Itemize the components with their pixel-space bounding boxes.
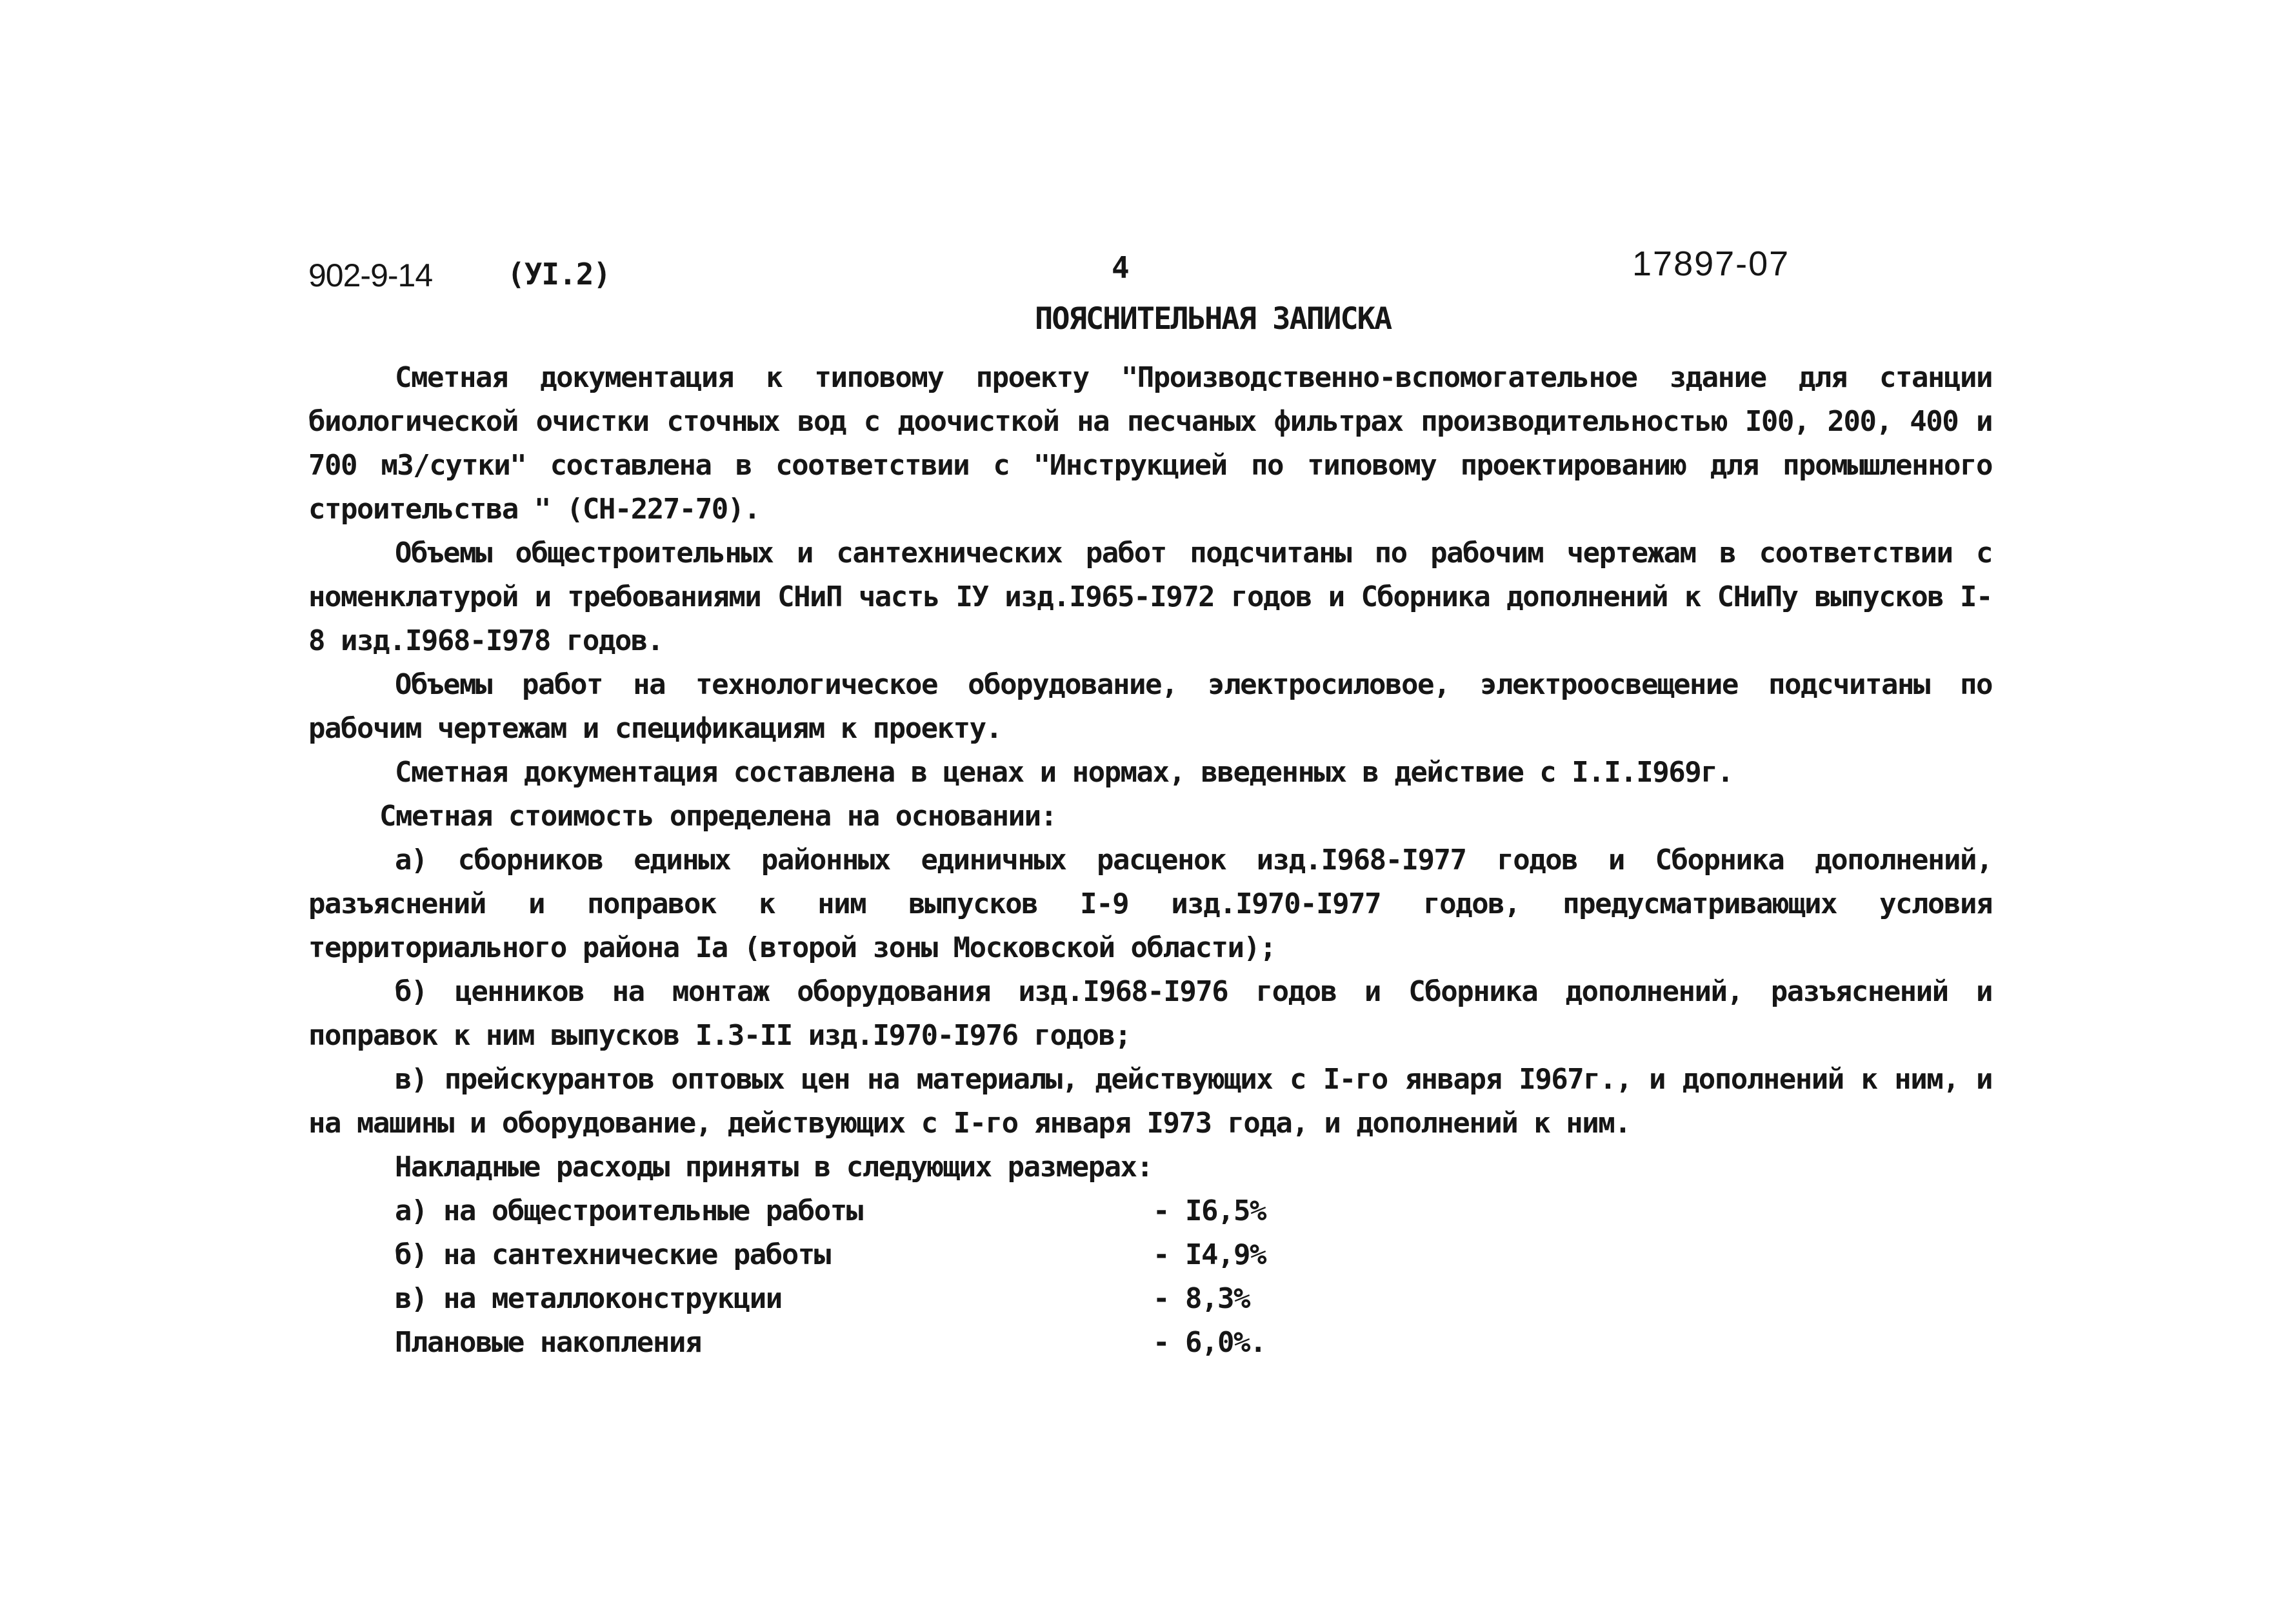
overhead-value: - I6,5% (1153, 1194, 1266, 1227)
paragraph-equipment-volumes: Объемы работ на технологическое оборудование, электросиловое, электроосвещение подсчитаны по рабочим чертежам и спецификациям к проекту. (308, 668, 1992, 745)
overhead-value: - 8,3% (1153, 1282, 1250, 1315)
paragraph-item-c: в) прейскурантов оптовых цен на материалы, действующих с I-го января I967г., и дополнений к ним, и на машины и оборудование, действующих с I-го января I973 года, и дополнений к ним. (308, 1063, 1992, 1140)
document-title: ПОЯСНИТЕЛЬНАЯ ЗАПИСКА (1035, 301, 1392, 337)
overhead-row (395, 1277, 1992, 1321)
paragraph-item-b: б) ценников на монтаж оборудования изд.I968-I976 годов и Сборника дополнений, разъяснений и поправок к ним выпусков I.3-II изд.I970-I976 годов; (308, 975, 1992, 1052)
overhead-row (395, 1189, 1992, 1233)
paragraph-item-a: а) сборников единых районных единичных расценок изд.I968-I977 годов и Сборника дополнений, разъяснений и поправок к ним выпусков I-9 изд.I970-I977 годов, предусматривающих условия территориального района Iа (второй зоны Московской области); (308, 844, 1992, 964)
overhead-label: а) на общестроительные работы (395, 1194, 863, 1227)
overhead-label: Плановые накопления (395, 1326, 701, 1359)
page-number: 4 (1112, 250, 1129, 285)
document-body (308, 356, 1992, 1365)
overhead-row (395, 1321, 1992, 1365)
paragraph-cost-basis: Сметная стоимость определена на основании: (379, 800, 1057, 833)
overhead-value: - 6,0%. (1153, 1326, 1266, 1359)
overhead-rates-list (308, 1189, 1992, 1365)
paragraph-overhead-intro: Накладные расходы приняты в следующих размерах: (395, 1151, 1153, 1183)
series-code: 902-9-14 (308, 257, 433, 293)
paragraph-intro: Сметная документация к типовому проекту "Производственно-вспомогательное здание для станции биологической очистки сточных вод с доочисткой на песчаных фильтрах производительностью I00, 200, 400 и 700 м3/сутки" составлена в соответствии с "Инструкцией по типовому проектированию для промышленного строительства " (СН-227-70). (308, 361, 1992, 526)
overhead-value: - I4,9% (1153, 1238, 1266, 1271)
overhead-label: в) на металлоконструкции (395, 1282, 782, 1315)
overhead-label: б) на сантехнические работы (395, 1238, 830, 1271)
archive-number: 17897-07 (1632, 244, 1790, 283)
overhead-row (395, 1233, 1992, 1277)
paragraph-construction-volumes: Объемы общестроительных и сантехнических работ подсчитаны по рабочим чертежам в соответствии с номенклатурой и требованиями СНиП часть IУ изд.I965-I972 годов и Сборника дополнений к СНиПу выпусков I-8 изд.I968-I978 годов. (308, 537, 1992, 657)
volume-label: (УI.2) (507, 257, 611, 292)
paragraph-prices: Сметная документация составлена в ценах и нормах, введенных в действие с I.I.I969г. (395, 756, 1733, 789)
